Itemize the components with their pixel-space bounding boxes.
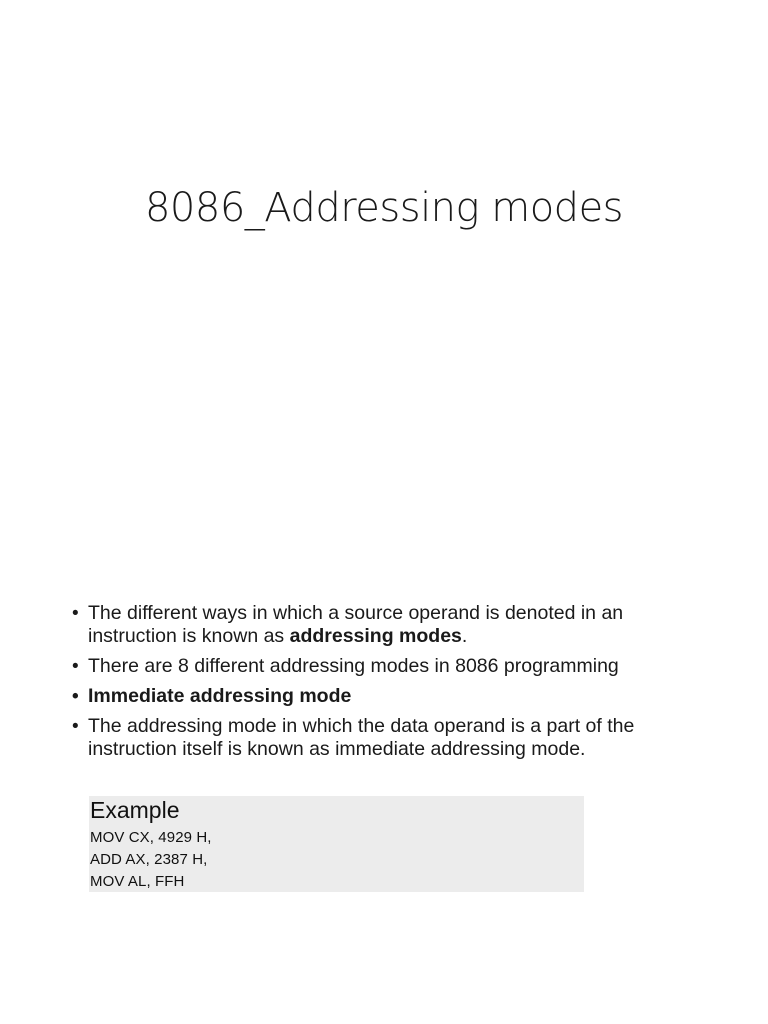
- bullet-text-part: .: [461, 625, 468, 647]
- bullet-item: [72, 602, 712, 648]
- bullet-text: The addressing mode in which the data operand is a part of the instruction itself is known as immediate addressing mode.: [88, 715, 635, 760]
- example-code-list: [90, 827, 212, 893]
- bullet-text-bold: addressing modes: [289, 625, 462, 647]
- example-heading: Example: [90, 797, 180, 823]
- bullet-list: [72, 602, 712, 768]
- bullet-dot: •: [72, 656, 79, 677]
- bullet-item: [72, 715, 712, 761]
- bullet-dot: •: [72, 716, 79, 737]
- example-code-line: MOV AL, FFH: [90, 873, 185, 890]
- bullet-dot: •: [72, 686, 79, 707]
- bullet-item: [72, 655, 712, 678]
- example-code-line: MOV CX, 4929 H,: [90, 829, 212, 846]
- bullet-text: There are 8 different addressing modes in 8086 programming: [88, 655, 619, 677]
- bullet-text-part: The different ways in which a source operand is denoted in an instruction is known as: [88, 602, 624, 647]
- slide-title: 8086_Addressing modes: [144, 185, 624, 231]
- bullet-item: [72, 685, 712, 708]
- bullet-text: [88, 602, 623, 647]
- bullet-text-heading: Immediate addressing mode: [88, 685, 352, 707]
- example-code-line: ADD AX, 2387 H,: [90, 851, 208, 868]
- bullet-dot: •: [72, 603, 79, 624]
- example-box: [89, 796, 584, 892]
